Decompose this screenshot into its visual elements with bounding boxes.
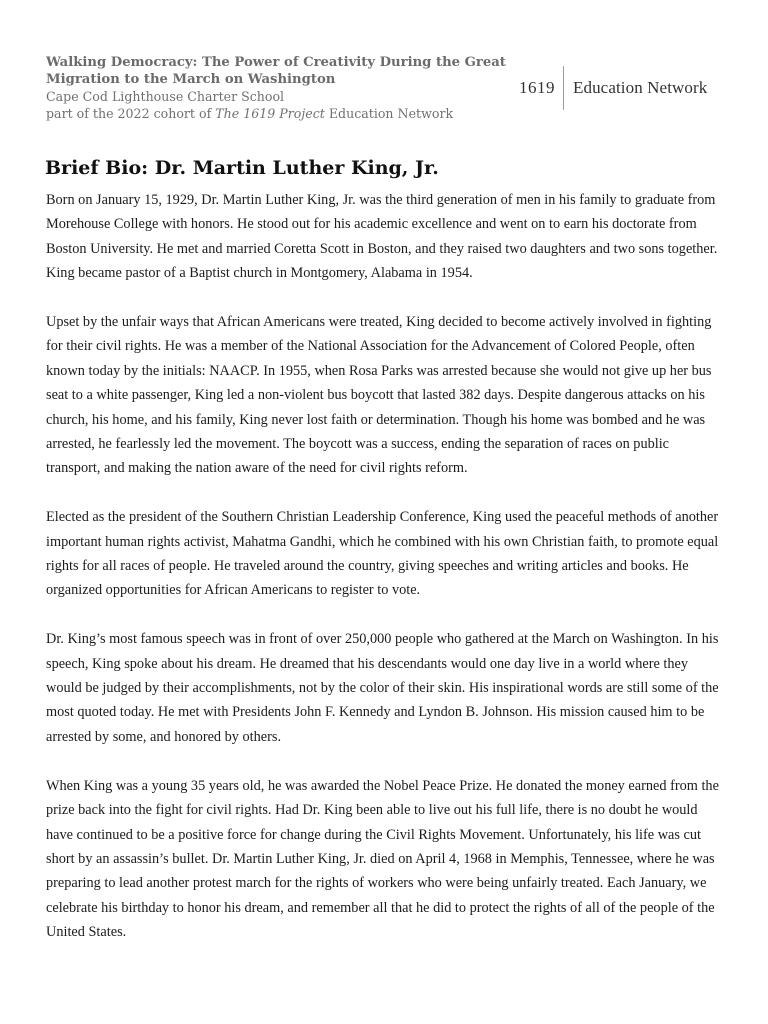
document-header bbox=[46, 54, 516, 122]
cohort-suffix: Education Network bbox=[324, 106, 454, 121]
logo-number: 1619 bbox=[519, 78, 555, 97]
school-name: Cape Cod Lighthouse Charter School bbox=[46, 89, 285, 104]
bio-paragraph-5: When King was a young 35 years old, he was awarded the Nobel Peace Prize. He donated the money earned from the prize back into the fight for civil rights. Had Dr. King been able to live out his full life, there is no doubt he would have continued to be a positive force for change during the Civil Rights Movement. Unfortunately, his life was cut short by an assassin’s bullet. Dr. Martin Luther King, Jr. died on April 4, 1968 in Memphis, Tennessee, where he was preparing to lead another protest march for the rights of workers who were being unfairly treated. Each January, we celebrate his birthday to honor his dream, and remember all that he did to protect the rights of all of the people of the United States. bbox=[46, 777, 719, 941]
cohort-line bbox=[46, 105, 516, 122]
bio-paragraph-4: Dr. King’s most famous speech was in front of over 250,000 people who gathered at the March on Washington. In his speech, King spoke about his dream. He dreamed that his descendants would one day live in a world where they would be judged by their accomplishments, not by the color of their skin. His inspirational words are still some of the most quoted today. He met with Presidents John F. Kennedy and Lyndon B. Johnson. His mission caused him to be arrested by some, and honored by others. bbox=[46, 631, 719, 745]
lesson-title-line-1: Walking Democracy: The Power of Creativity During the Great bbox=[46, 55, 506, 70]
lesson-title bbox=[46, 54, 516, 88]
logo-divider bbox=[563, 66, 564, 110]
bio-title: Brief Bio: Dr. Martin Luther King, Jr. bbox=[45, 157, 439, 179]
logo-name: Education Network bbox=[573, 78, 708, 97]
bio-paragraph-3: Elected as the president of the Southern Christian Leadership Conference, King used the peaceful methods of another important human rights activist, Mahatma Gandhi, which he combined with his own Christian faith, to promote equal rights for all races of people. He traveled around the country, giving speeches and writing articles and books. He organized opportunities for African Americans to register to vote. bbox=[46, 509, 719, 599]
bio-paragraph-1: Born on January 15, 1929, Dr. Martin Luther King, Jr. was the third generation of men in his family to graduate from Morehouse College with honors. He stood out for his academic excellence and went on to earn his doctorate from Boston University. He met and married Coretta Scott in Boston, and they raised two daughters and two sons together. King became pastor of a Baptist church in Montgomery, Alabama in 1954. bbox=[46, 192, 718, 282]
bio-body bbox=[46, 188, 726, 969]
bio-paragraph-2: Upset by the unfair ways that African Americans were treated, King decided to become actively involved in fighting for their civil rights. He was a member of the National Association for the Advancement of Colored People, often known today by the initials: NAACP. In 1955, when Rosa Parks was arrested because she would not give up her bus seat to a white passenger, King led a non-violent bus boycott that lasted 382 days. Despite dangerous attacks on his church, his home, and his family, King never lost faith or determination. Though his home was bombed and he was arrested, he fearlessly led the movement. The boycott was a success, ending the separation of races on public transport, and making the nation aware of the need for civil rights reform. bbox=[46, 314, 712, 477]
cohort-prefix: part of the 2022 cohort of bbox=[46, 106, 216, 121]
education-network-logo bbox=[519, 66, 707, 110]
lesson-title-line-2: Migration to the March on Washington bbox=[46, 72, 336, 87]
cohort-project-name: The 1619 Project bbox=[215, 106, 325, 121]
